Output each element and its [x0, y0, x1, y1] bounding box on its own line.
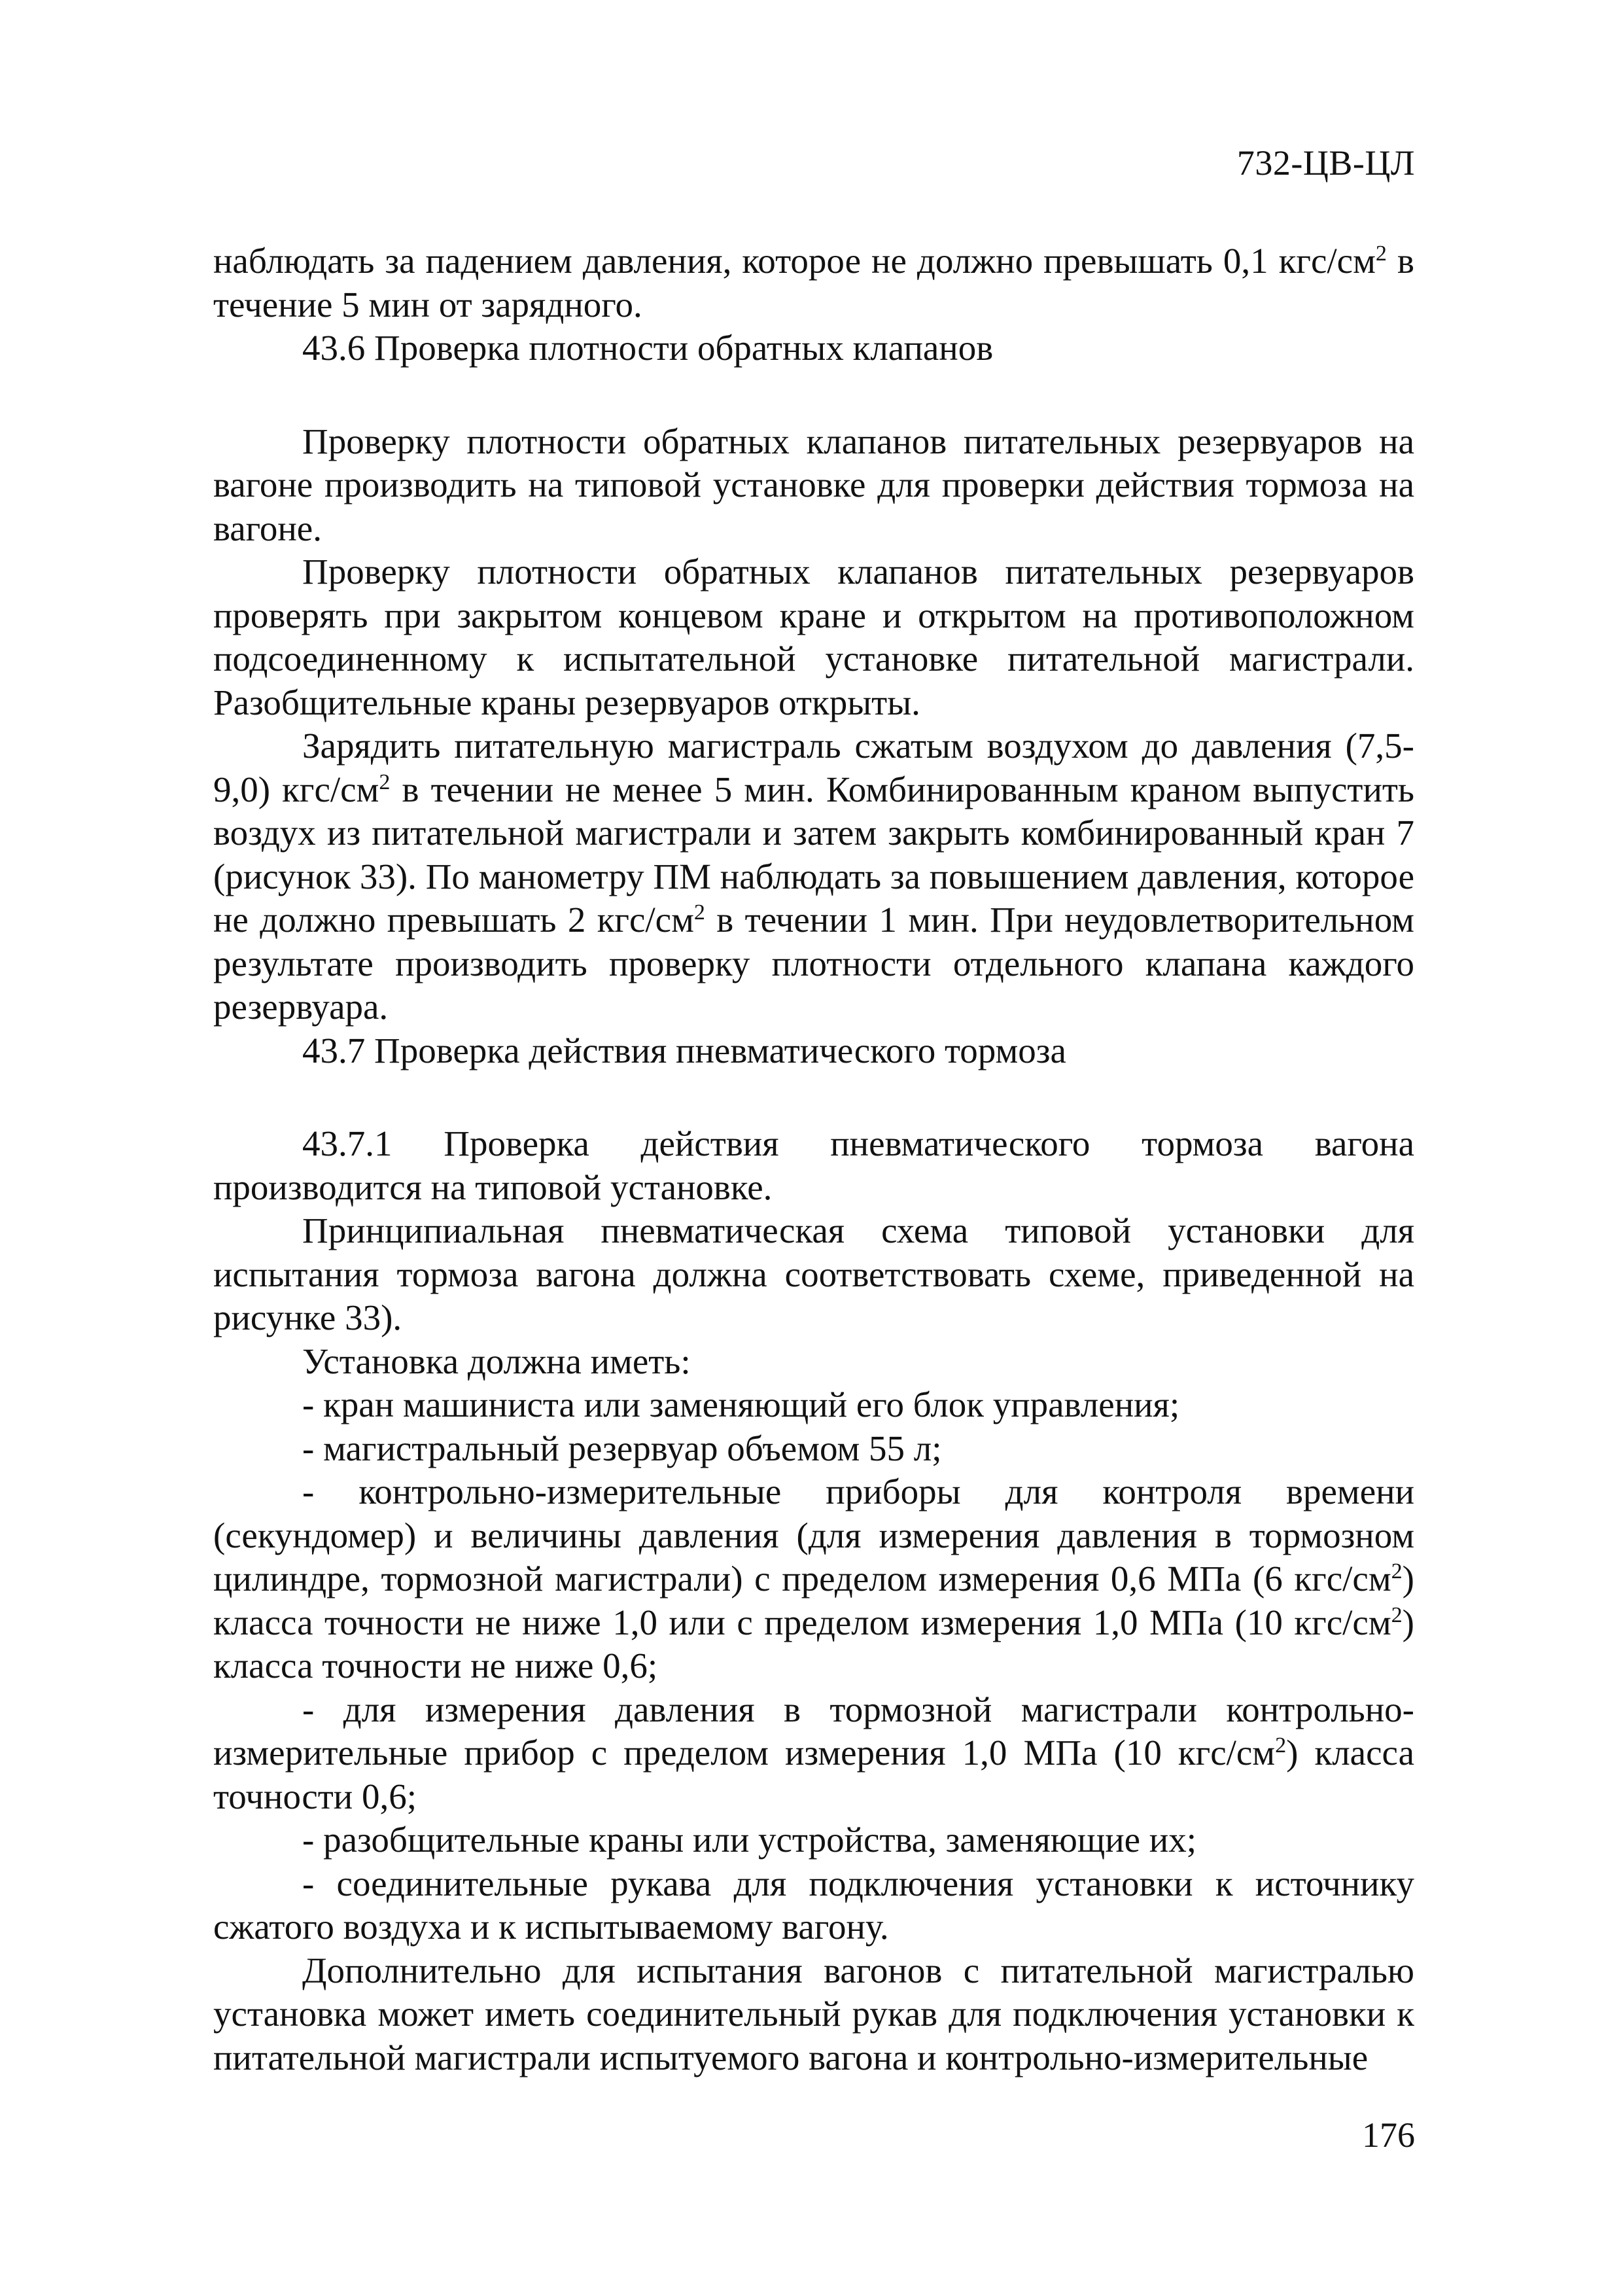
text-run: Зарядить питательную магистраль сжатым воздухом до давления (7,5-9,0) кгс/см — [213, 726, 1414, 809]
document-code — [1237, 145, 1415, 181]
paragraph-intro — [213, 239, 1414, 327]
list-item-5: - разобщительные краны или устройства, заменяющие их; — [302, 1820, 1196, 1860]
text-run: в течении 1 мин. При неудовлетворительном результате производить проверку плотности отдельного клапана каждого резервуара. — [213, 900, 1414, 1027]
paragraph-final: Дополнительно для испытания вагонов с питательной магистралью установка может иметь соединительный рукав для подключения установки к питательной магистрали испытуемого вагона и контрольно-измерительные — [213, 1950, 1414, 2077]
list-item-2: - магистральный резервуар объемом 55 л; — [302, 1428, 942, 1468]
page-content — [213, 239, 1414, 2079]
text-run: - для измерения давления в тормозной магистрали контрольно-измерительные прибор с пределом измерения 1,0 МПа (10 кгс/см — [213, 1689, 1414, 1773]
section-heading-43-6: 43.6 Проверка плотности обратных клапанов — [302, 328, 994, 368]
paragraph-43-7-1: 43.7.1 Проверка действия пневматического тормоза вагона производится на типовой установке. — [213, 1123, 1414, 1207]
text-run: ) класса точности не ниже 1,0 или с пределом измерения 1,0 МПа (10 кгс/см — [213, 1559, 1414, 1642]
superscript: 2 — [1275, 1733, 1287, 1758]
list-item-1: - кран машиниста или заменяющий его блок управления; — [302, 1385, 1180, 1424]
section-heading-43-7: 43.7 Проверка действия пневматического тормоза — [302, 1030, 1066, 1070]
superscript: 2 — [1391, 1559, 1403, 1584]
text-run: ) класса точности не ниже 0,6; — [213, 1602, 1414, 1686]
paragraph-43-7-3: Установка должна иметь: — [302, 1341, 691, 1381]
paragraph-43-6-3 — [213, 724, 1414, 1029]
list-item-6: - соединительные рукава для подключения установки к источнику сжатого воздуха и к испытываемому вагону. — [213, 1863, 1414, 1947]
text-run: ) класса точности 0,6; — [213, 1733, 1415, 1816]
document-code-text: 732-ЦВ-ЦЛ — [1236, 143, 1415, 183]
superscript: 2 — [1375, 241, 1387, 266]
superscript: 2 — [693, 900, 705, 925]
text-run: в течение 5 мин от зарядного. — [213, 241, 1414, 325]
page-number: 176 — [1362, 2115, 1415, 2155]
list-item-3 — [213, 1470, 1414, 1688]
superscript: 2 — [379, 769, 391, 794]
text-run: - контрольно-измерительные приборы для контроля времени (секундомер) и величины давления (для измерения давления в тормозном цилиндре, тормозной магистрали) с пределом измерения 0,6 МПа (6 кгс/см — [213, 1472, 1414, 1598]
paragraph-43-7-2: Принципиальная пневматическая схема типовой установки для испытания тормоза вагона должна соответствовать схеме, приведенной на рисунке 33). — [213, 1210, 1414, 1337]
paragraph-43-6-1: Проверку плотности обратных клапанов питательных резервуаров на вагоне производить на типовой установке для проверки действия тормоза на вагоне. — [213, 421, 1414, 548]
text-run: в течении не менее 5 мин. Комбинированным краном выпустить воздух из питательной магистрали и затем закрыть комбинированный кран 7 (рисунок 33). По манометру ПМ наблюдать за повышением давления, которое не должно превышать 2 кгс/см — [213, 769, 1414, 940]
superscript: 2 — [1391, 1602, 1403, 1627]
paragraph-43-6-2: Проверку плотности обратных клапанов питательных резервуаров проверять при закрытом концевом кране и открытом на противоположном подсоединенному к испытательной установке питательной магистрали. Разобщительные краны резервуаров открыты. — [213, 552, 1414, 722]
list-item-4 — [213, 1688, 1414, 1819]
text-run: наблюдать за падением давления, которое не должно превышать 0,1 кгс/см — [213, 241, 1376, 281]
